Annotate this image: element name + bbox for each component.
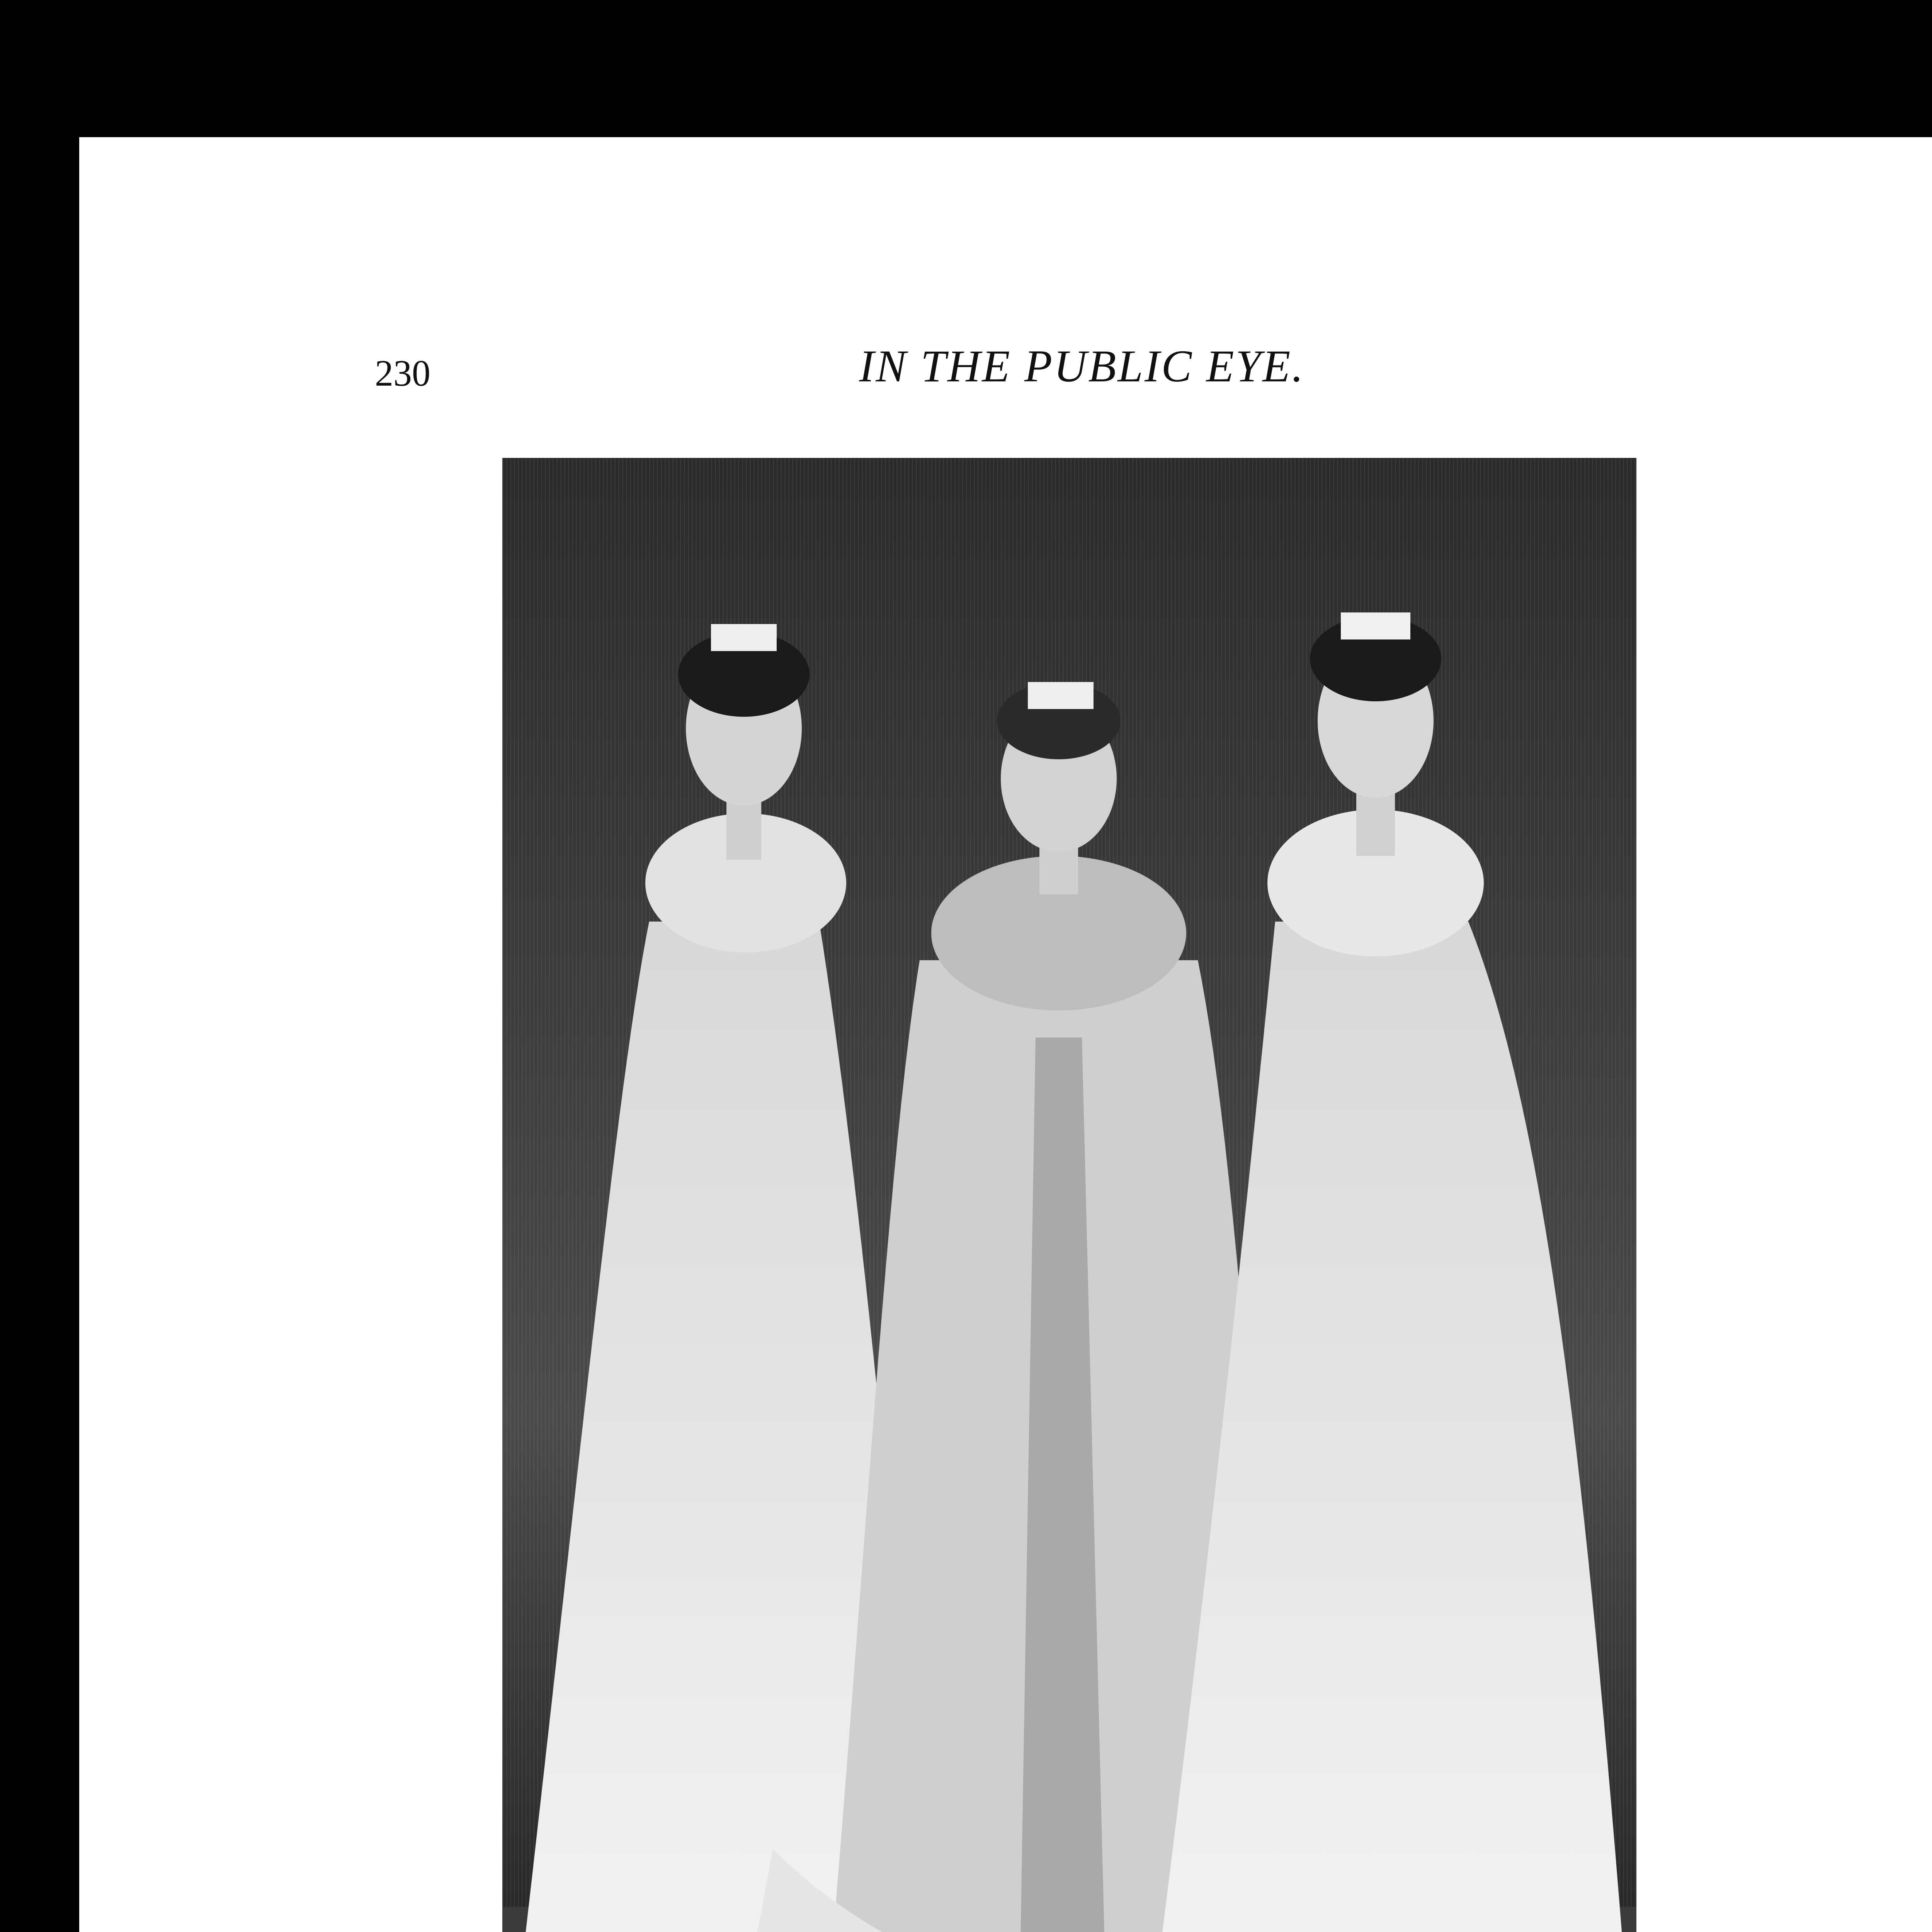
photograph-illustration	[502, 458, 1636, 1932]
royal-family-photograph	[502, 458, 1636, 1932]
running-head: IN THE PUBLIC EYE.	[859, 341, 1305, 391]
page-number: 230	[375, 352, 430, 394]
